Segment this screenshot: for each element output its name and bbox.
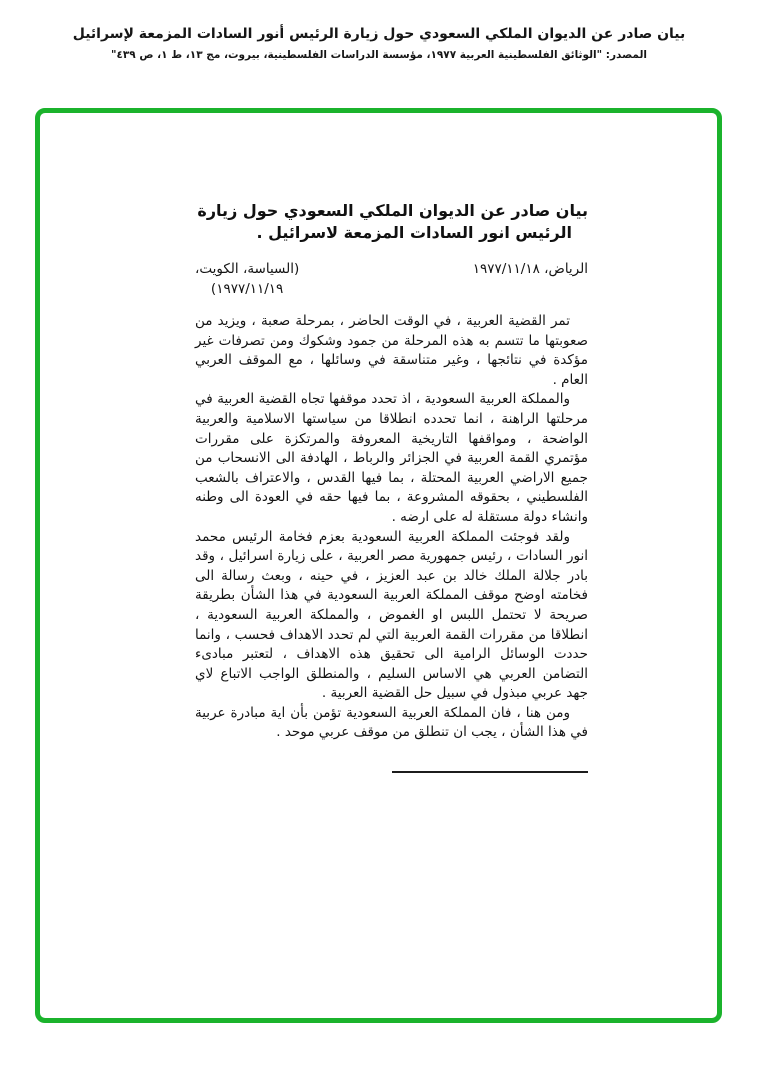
- dateline-source-line2: ١٩٧٧/١١/١٩): [210, 281, 284, 297]
- paragraph-3: ولقد فوجئت المملكة العربية السعودية بعزم فخامة الرئيس محمد انور السادات ، رئيس جمهورية مصر العربية ، على زيارة اسرائيل ، وقد بادر جلالة الملك خالد بن عبد العزيز ، في حينه ، وبعث رسالة الى فخامته اوضح موقف المملكة العربية السعودية في هذا الشأن بطريقة صريحة لا تحتمل اللبس او الغموض ، والمملكة العربية السعودية ، انطلاقا من مقررات القمة العربية التي لم تحدد الاهداف فحسب ، وانما حددت الوسائل الرامية الى تحقيق هذه الاهداف ، لتعتبر مبادىء التضامن العربي هي الاساس السليم ، والمنطلق الواجب الاتباع لاي جهد عربي مبذول في سبيل حل القضية العربية .: [195, 528, 588, 702]
- dateline-place-date: الرياض، ١٩٧٧/١١/١٨: [472, 261, 588, 277]
- divider-line: [392, 771, 588, 773]
- dateline-source: [195, 259, 299, 299]
- paragraph-2: والمملكة العربية السعودية ، اذ تحدد موقفها تجاه القضية العربية في مرحلتها الراهنة ، انما تحدده انطلاقا من سياستها الاسلامية والعربية الواضحة ، ومواقفها التاريخية المعروفة والمرتكزة على مقررات مؤتمري القمة العربية في الجزائر والرباط ، الهادفة الى الانسحاب من جميع الاراضي العربية المحتلة ، بما فيها القدس ، والاعتراف بالشعب الفلسطيني ، بحقوقه المشروعة ، بما فيها حقه في العودة الى وطنه وانشاء دولة مستقلة له على ارضه .: [195, 391, 588, 525]
- dateline-source-line1: (السياسة، الكويت،: [195, 261, 300, 277]
- document-title-line2: الرئيس انور السادات المزمعة لاسرائيل .: [256, 223, 572, 242]
- page-header-source-citation: المصدر: "الوثائق الفلسطينية العربية ١٩٧٧، مؤسسة الدراسات الفلسطينية، بيروت، مج ١٣، ط ١، ص ٤٣٩": [110, 49, 647, 61]
- document-content: [195, 200, 588, 773]
- dateline-row: [195, 259, 588, 299]
- page-header-title: بيان صادر عن الديوان الملكي السعودي حول زيارة الرئيس أنور السادات المزمعة لإسرائيل: [72, 26, 686, 42]
- document-body: [195, 312, 588, 743]
- document-title-line1: بيان صادر عن الديوان الملكي السعودي حول زيارة: [197, 201, 588, 220]
- page-header: [0, 26, 758, 61]
- paragraph-1: تمر القضية العربية ، في الوقت الحاضر ، بمرحلة صعبة ، ويزيد من صعوبتها ما تتسم به هذه المرحلة من جمود وشكوك ومن تصرفات غير مؤكدة في نتائجها ، وغير متناسقة في وسائلها ، مع الموقف العربي العام .: [195, 313, 588, 388]
- document-title: [195, 200, 588, 244]
- paragraph-4: ومن هنا ، فان المملكة العربية السعودية تؤمن بأن اية مبادرة عربية في هذا الشأن ، يجب ان تنطلق من موقف عربي موحد .: [195, 704, 588, 741]
